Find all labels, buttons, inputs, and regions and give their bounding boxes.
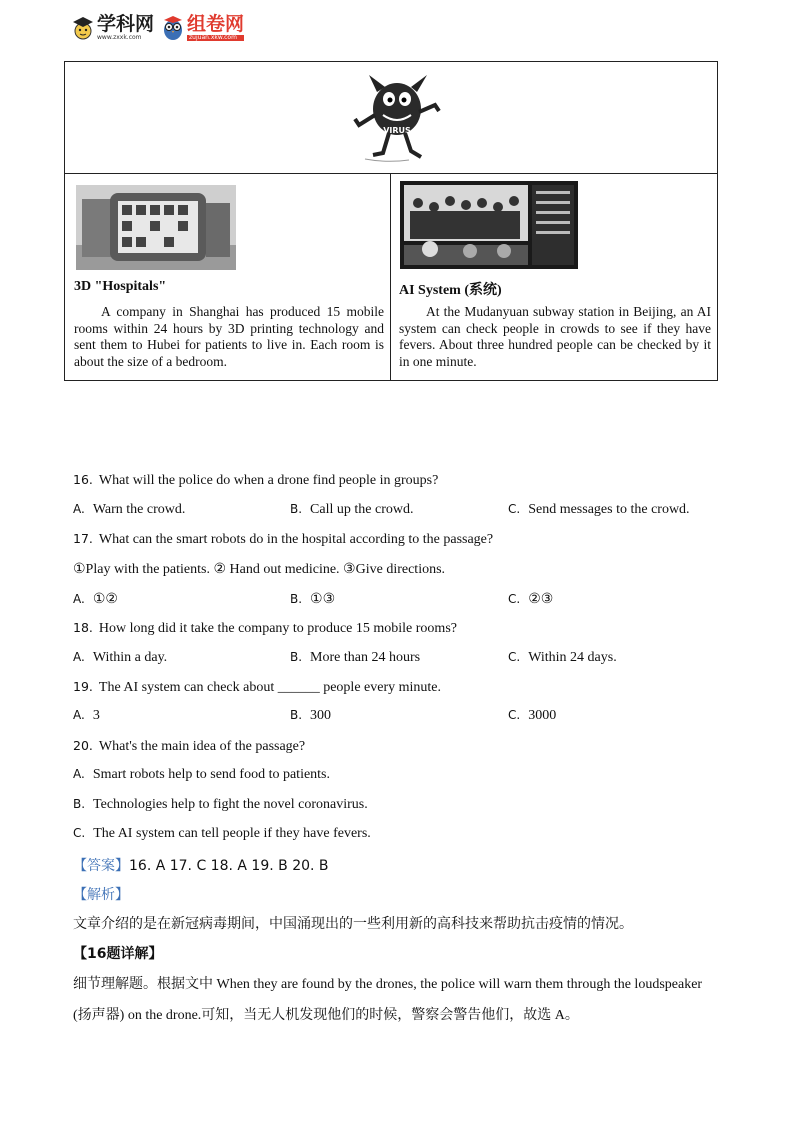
analysis-summary: 文章介绍的是在新冠病毒期间，中国涌现出的一些利用新的高科技来帮助抗击疫情的情况。: [73, 916, 633, 932]
owl-icon: [162, 15, 184, 41]
q18-option-a[interactable]: A. Within a day.: [73, 650, 168, 665]
answer-label: 【答案】: [73, 858, 129, 874]
q16-option-c[interactable]: C. Send messages to the crowd.: [508, 502, 690, 517]
q16-detail-line1: 细节理解题。根据文中 When they are found by the drones, the police will warn them through the loudspeaker: [73, 977, 703, 992]
ai-system-title: AI System (系统): [399, 283, 502, 298]
question-18-text: How long did it take the company to produce 15 mobile rooms?: [98, 621, 457, 636]
3d-hospitals-cell: [65, 173, 391, 380]
question-18: 18. How long did it take the company to produce 15 mobile rooms?: [73, 620, 457, 636]
q20-option-c[interactable]: C. The AI system can tell people if they have fevers.: [73, 826, 371, 841]
table-top-cell: [65, 62, 717, 174]
zxxk-logo[interactable]: [72, 15, 154, 41]
mortarboard-icon: [72, 15, 94, 41]
q19-option-a[interactable]: A. 3: [73, 708, 100, 723]
question-20-text: What's the main idea of the passage?: [98, 739, 306, 754]
svg-text:VIRUS: VIRUS: [383, 126, 411, 135]
answer-values: 16. A 17. C 18. A 19. B 20. B: [129, 858, 329, 874]
q20-option-b[interactable]: B. Technologies help to fight the novel coronavirus.: [73, 797, 368, 812]
virus-cartoon-image: [347, 67, 447, 167]
3d-hospitals-body: A company in Shanghai has produced 15 mobile rooms within 24 hours by 3D printing technology and sent them to Hubei for patients to live in. Each room is about the size of a bedroom.: [74, 304, 384, 369]
question-17-items: ①Play with the patients. ② Hand out medicine. ③Give directions.: [73, 562, 446, 577]
q17-option-a[interactable]: A. ①②: [73, 592, 118, 607]
question-16-text: What will the police do when a drone find people in groups?: [98, 473, 439, 488]
q17-option-c[interactable]: C. ②③: [508, 592, 554, 607]
3d-hospitals-title: 3D "Hospitals": [74, 279, 167, 294]
logo2-url: zujuan.xkw.com: [187, 35, 244, 41]
q16-option-a[interactable]: A. Warn the crowd.: [73, 502, 186, 517]
question-16: 16. What will the police do when a drone find people in groups?: [73, 472, 439, 488]
3d-hospital-photo: [76, 185, 236, 270]
logo2-title: 组卷网: [187, 13, 245, 35]
question-19-text: The AI system can check about ______ people every minute.: [98, 680, 442, 695]
question-20: 20. What's the main idea of the passage?: [73, 738, 306, 754]
q16-detail-line2: (扬声器) on the drone.可知，当无人机发现他们的时候，警察会警告他们，故选 A。: [73, 1008, 579, 1023]
analysis-heading: 【解析】: [73, 887, 129, 903]
zujuan-logo[interactable]: [162, 15, 244, 41]
logo1-title: 学科网: [97, 13, 155, 35]
logo1-url: www.zxxk.com: [97, 34, 142, 41]
ai-system-cell: [391, 173, 717, 380]
q17-option-b[interactable]: B. ①③: [290, 592, 336, 607]
q16-option-b[interactable]: B. Call up the crowd.: [290, 502, 414, 517]
passage-table: [64, 61, 718, 381]
question-17: 17. What can the smart robots do in the hospital according to the passage?: [73, 531, 494, 547]
q16-detail-heading: 【16题详解】: [73, 946, 163, 962]
q18-option-b[interactable]: B. More than 24 hours: [290, 650, 421, 665]
header-logos: [72, 10, 244, 46]
q20-option-a[interactable]: A. Smart robots help to send food to patients.: [73, 767, 331, 782]
ai-system-screen-photo: [400, 181, 578, 269]
answer-key: [73, 855, 329, 875]
question-19: 19. The AI system can check about ______ people every minute.: [73, 679, 442, 695]
q18-option-c[interactable]: C. Within 24 days.: [508, 650, 617, 665]
q19-option-c[interactable]: C. 3000: [508, 708, 557, 723]
question-17-text: What can the smart robots do in the hospital according to the passage?: [98, 532, 494, 547]
ai-system-body: At the Mudanyuan subway station in Beijing, an AI system can check people in crowds to see if they have fevers. About three hundred people can be checked by it in one minute.: [399, 304, 711, 369]
q19-option-b[interactable]: B. 300: [290, 708, 332, 723]
